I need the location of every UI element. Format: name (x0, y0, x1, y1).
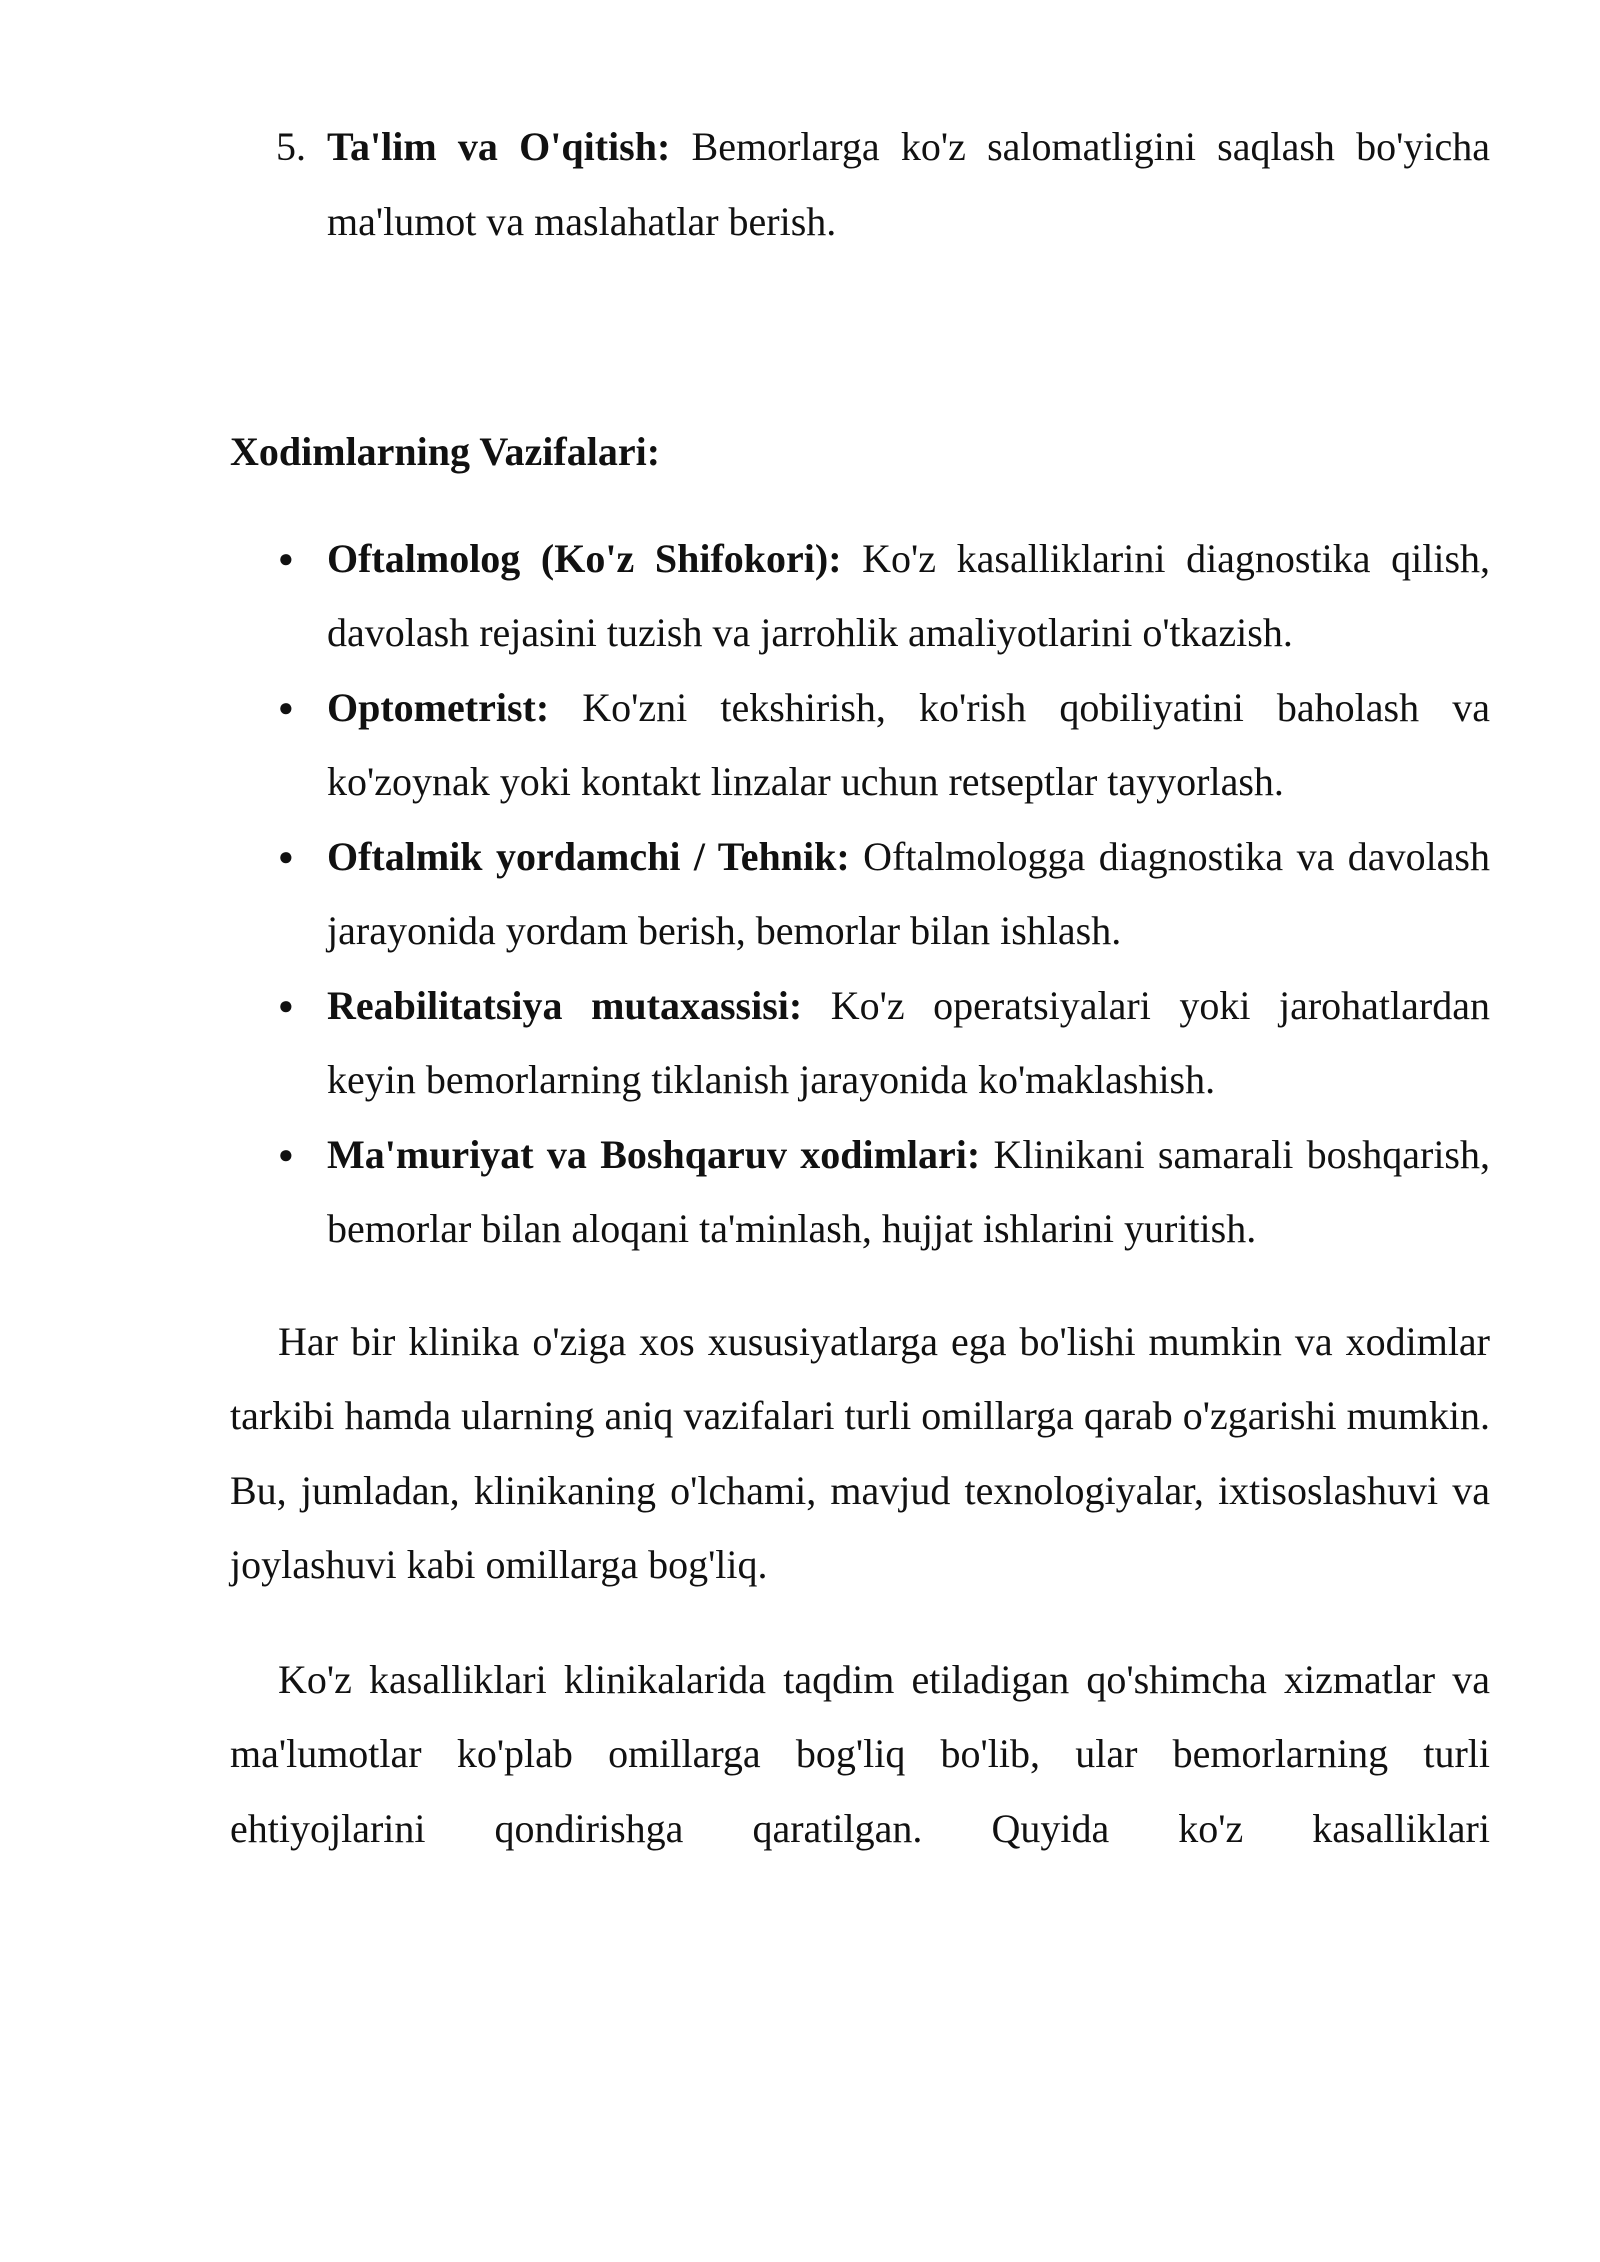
duty-text: Oftalmologga diagnostika va davolash jarayonida yordam berish, bemorlar bilan ishlash. (327, 833, 1490, 953)
duty-text: Ko'z kasalliklarini diagnostika qilish, davolash rejasini tuzish va jarrohlik amaliyotlarini o'tkazish. (327, 535, 1491, 655)
list-item (230, 969, 1490, 1118)
bullet-icon: ● (278, 543, 294, 573)
item-text: Bemorlarga ko'z salomatligini saqlash bo'yicha ma'lumot va maslahatlar berish. (327, 124, 1491, 244)
list-item (230, 1118, 1490, 1267)
item-title: Ta'lim va O'qitish: (327, 124, 671, 169)
bullet-icon: ● (278, 1139, 294, 1169)
body-paragraph: Har bir klinika o'ziga xos xususiyatlarga ega bo'lishi mumkin va xodimlar tarkibi hamda ularning aniq vazifalari turli omillarga qarab o'zgarishi mumkin. Bu, jumladan, klinikaning o'lchami, mavjud texnologiyalar, ixtisoslashuvi va joylashuvi kabi omillarga bog'liq. (230, 1318, 1490, 1587)
duty-title: Optometrist: (327, 684, 550, 730)
duty-title: Ma'muriyat va Boshqaruv xodimlari: (327, 1131, 981, 1177)
duty-text: Ko'z operatsiyalari yoki jarohatlardan keyin bemorlarning tiklanish jarayonida ko'maklashish. (327, 982, 1490, 1102)
bullet-icon: ● (278, 990, 294, 1020)
section-heading: Xodimlarning Vazifalari: (230, 429, 661, 474)
page-content (230, 110, 1490, 1906)
numbered-list-item (230, 110, 1490, 259)
duty-text: Klinikani samarali boshqarish, bemorlar bilan aloqani ta'minlash, hujjat ishlarini yuritish. (327, 1131, 1490, 1251)
bullet-icon: ● (278, 692, 294, 722)
duty-title: Reabilitatsiya mutaxassisi: (327, 982, 803, 1028)
list-item (230, 820, 1490, 969)
duties-list (230, 522, 1490, 1267)
duty-title: Oftalmik yordamchi / Tehnik: (327, 833, 850, 879)
list-item (230, 522, 1490, 671)
list-item (230, 671, 1490, 820)
duty-text: Ko'zni tekshirish, ko'rish qobiliyatini baholash va ko'zoynak yoki kontakt linzalar uchun retseptlar tayyorlash. (327, 684, 1490, 804)
body-paragraph: Ko'z kasalliklari klinikalarida taqdim etiladigan qo'shimcha xizmatlar va ma'lumotlar ko'plab omillarga bog'liq bo'lib, ular bemorlarning turli ehtiyojlarini qondirishga qaratilgan. Quyida ko'z kasalliklari (230, 1656, 1490, 1851)
duty-title: Oftalmolog (Ko'z Shifokori): (327, 535, 842, 581)
bullet-icon: ● (278, 841, 294, 871)
list-number: 5. (276, 124, 306, 169)
